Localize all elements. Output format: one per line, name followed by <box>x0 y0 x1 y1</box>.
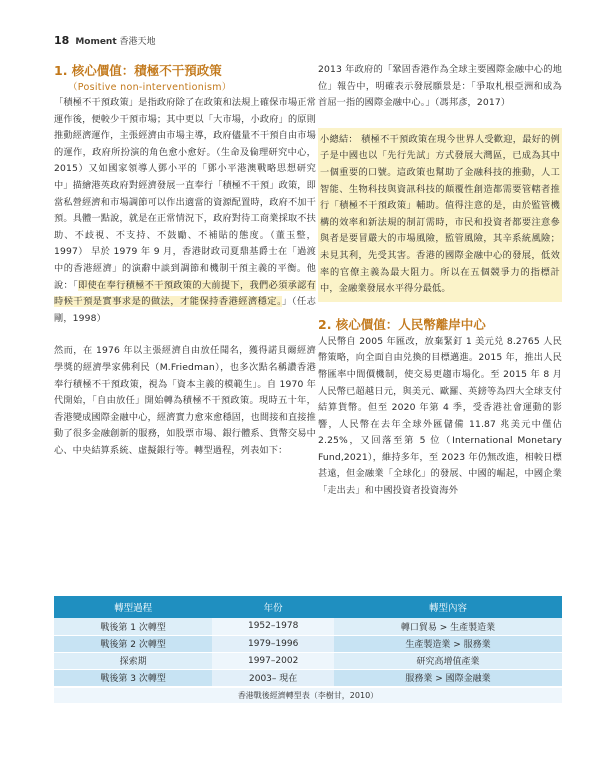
section1-paragraph-2: 然而，在 1976 年以主張經濟自由放任聞名，獲得諾貝爾經濟學獎的經濟學家佛利民（M.Friedman），也多次點名稱讚香港奉行積極不干預政策，視為「資本主義的模範生」。自 1970 年代開始，「自由放任」開始轉為積極不干預政策。現時五十年，香港變成國際金融中心，經濟實力愈來愈穩固，也間接和直接推動了很多金融創新的服務，如股票市場、銀行體系、貨幣交易中心、中央結算系統、虛擬銀行等。轉型過程，列表如下： <box>54 345 316 456</box>
brand-sub: 香港天地 <box>119 36 156 47</box>
table-cell: 研究高增值產業 <box>334 652 562 669</box>
table-cell: 服務業 > 國際金融業 <box>334 669 562 686</box>
table-cell: 戰後第 1 次轉型 <box>54 618 212 635</box>
table-row <box>54 669 562 686</box>
section2-title: 2. 核心價值：人民幣離岸中心 <box>318 316 486 332</box>
table-row <box>54 635 562 652</box>
table-cell: 戰後第 2 次轉型 <box>54 635 212 652</box>
table-cell: 戰後第 3 次轉型 <box>54 669 212 686</box>
table-cell: 轉口貿易 > 生產製造業 <box>334 618 562 635</box>
table-cell: 1952–1978 <box>212 618 334 635</box>
table-row <box>54 652 562 669</box>
section1-paragraph-1 <box>54 95 316 327</box>
page-number: 18 <box>54 33 70 47</box>
table-cell: 探索期 <box>54 652 212 669</box>
table-header: 轉型過程 <box>54 596 212 618</box>
section2-paragraph: 人民幣自 2005 年匯改，放棄緊釘 1 美元兑 8.2765 人民幣策略，向全面自由兑換的目標邁進。2015 年，推出人民幣匯率中間價機制，使交易更趨市場化。至 2015 年 8 月人民幣已超越日元，與美元、歐羅、英鎊等為四大全球支付結算貨幣。但至 2020 年第 4 季，受香港社會運動的影響，人民幣在去年全球外匯儲備 11.87 兆美元中僅佔 2.25%，又回落至第 5 位（International Monetary Fund,2021），維持多年，至 2023 年仍無改進，相較日標甚遠，但金融業「全球化」的發展、中國的崛起，中國企業「走出去」和中國投資者投資海外 <box>318 335 562 497</box>
table-header-row <box>54 596 562 618</box>
para1-end: 」（任志剛，1998） <box>54 296 317 324</box>
right-column <box>318 62 562 500</box>
section1-subtitle: （Positive non-interventionism） <box>68 82 232 93</box>
table-cell: 1997–2002 <box>212 652 334 669</box>
left-column <box>54 62 316 459</box>
right-paragraph-top: 2013 年政府的「鞏固香港作為全球主要國際金融中心的地位」報告中，明確表示發展願景是：「爭取札根亞洲和成為首屈一指的國際金融中心。」（馮邦彥，2017） <box>318 64 562 109</box>
table-caption: 香港戰後經濟轉型表（李樹甘，2010） <box>54 687 562 703</box>
table-cell: 生產製造業 > 服務業 <box>334 635 562 652</box>
table-header: 轉型內容 <box>334 596 562 618</box>
table-row <box>54 618 562 635</box>
section1-title: 1. 核心價值：積極不干預政策 <box>54 63 222 78</box>
table-header: 年份 <box>212 596 334 618</box>
table-cell: 2003– 現在 <box>212 669 334 686</box>
para1-highlight: 即使在奉行積極不干預政策的大前提下，我們必須承認有時候干預是實事求是的做法，才能保持香港經濟穩定。 <box>54 279 316 308</box>
transition-table <box>54 596 562 703</box>
magazine-brand <box>75 34 155 47</box>
section2 <box>318 316 562 500</box>
summary-box: 小總結： 積極不干預政策在現今世界人受歡迎，最好的例子是中國也以「先行先試」方式發展大灣區，已成為其中一個重要的口號。這政策也幫助了金融科技的推動，人工智能、生物科技與資訊科技的顛覆性創造都需要管轄者推行「積極不干預政策」輔助。值得注意的是，由於監管機構的效率和新法規的制訂需時，市民和投資者都要注意參與者是要冒嚴大的市場風險，監管風險，其辛系統風險；未見其利，先受其害。香港的國際金融中心的發展，低效率的官僚主義為最大阻力。所以在五個競爭力的指標計中，金融業發展水平得分最低。 <box>318 128 562 302</box>
para1-text: 「積極不干預政策」是指政府除了在政策和法規上確保市場正常運作後，便較少干預市場；其中更以「大市場，小政府」的原則推動經濟運作，主張經濟由市場主導，政府儘量不干預自由市場的運作，政府所扮演的角色愈小愈好。（生命及倫理研究中心，2015）又如國家領導人鄧小平的「鄧小平港澳戰略思想研究中」描繪港英政府對經濟發展一直奉行「積極不干預」政策，即當私營經濟和市場調節可以作出適當的資源配置時，政府不加干預。具體一點說，就是在正常情況下，政府對待工商業採取不扶助、不歧視、不支持、不鼓勵、不補貼的態度。（董玉整，1997） 早於 1979 年 9 月，香港財政司夏鼎基爵士在「過渡中的香港經濟」的演辭中談到調節和機制干預主義的平衡。他說：「 <box>54 97 316 291</box>
page-header <box>54 33 156 47</box>
brand-main: Moment <box>75 36 117 47</box>
table-cell: 1979–1996 <box>212 635 334 652</box>
